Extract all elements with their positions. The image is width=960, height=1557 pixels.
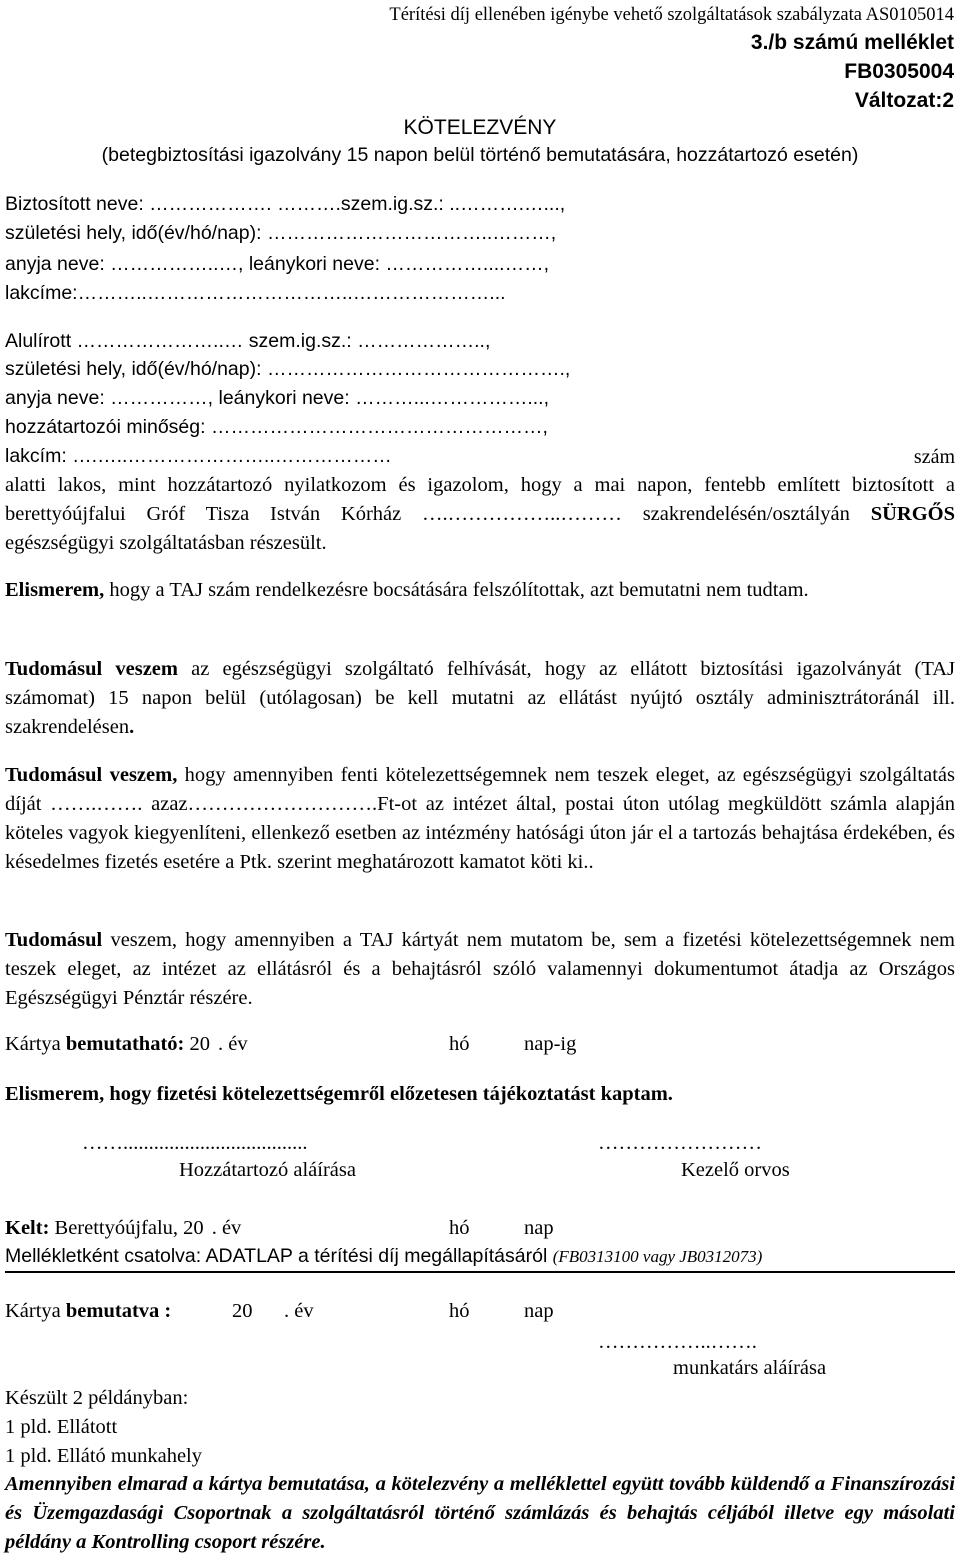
statement-paragraph: alatti lakos, mint hozzátartozó nyilatkozom és igazolom, hogy a mai napon, fentebb említett biztosított a berettyóújfalui Gróf Tisza István Kórház ….……………..……… szakrendelésén/osztályán SÜRGŐS egészségügyi szolgáltatásban részesült. <box>5 474 955 554</box>
card-shown-year: 20 <box>232 1300 253 1322</box>
document-subtitle: (betegbiztosítási igazolvány 15 napon belül történő bemutatására, hozzátartozó esetén) <box>101 144 859 166</box>
payment-paragraph: Tudomásul veszem, hogy amennyiben fenti kötelezettségemnek nem teszek eleget, az egészségügyi szolgáltatás díját …….……. azaz……………………….Ft-ot az intézet által, postai úton utólag megküldött számla alapján köteles vagyok kiegyenlíteni, ellenkező esetben az intézmény hatósági úton jár el a tartozás behajtása érdekében, és késedelmes fizetés esetére a Ptk. szerint meghatározott kamatot köti ki.. <box>5 764 955 873</box>
version-label: Változat:2 <box>854 89 954 112</box>
insured-birth-line: születési hely, idő(év/hó/nap): ……………………………..………, <box>5 222 557 244</box>
card-deadline-line: Kártya bemutatható: 20 . év <box>5 1033 248 1055</box>
copies-title: Készült 2 példányban: <box>5 1387 189 1409</box>
staff-signature-label: munkatárs aláírása <box>673 1357 827 1379</box>
annex-label: 3./b számú melléklet <box>750 31 954 54</box>
document-code: FB0305004 <box>844 60 954 83</box>
date-month: hó <box>449 1217 470 1239</box>
copy-patient: 1 pld. Ellátott <box>5 1416 118 1438</box>
card-shown-month: hó <box>449 1300 470 1322</box>
staff-signature-dots: ……………..……. <box>598 1331 757 1353</box>
card-shown-ev: . év <box>284 1300 314 1322</box>
doctor-signature-label: Kezelő orvos <box>681 1159 790 1181</box>
insured-name-line: Biztosított neve: ………………. ……….szem.ig.sz.: ..……….…..., <box>5 193 566 215</box>
undersigned-address-line: lakcím: ….…..…………………..……………… szám <box>5 445 955 468</box>
card-deadline-month: hó <box>449 1033 470 1055</box>
document-title: KÖTELEZVÉNY <box>403 116 557 139</box>
transfer-paragraph: Tudomásul veszem, hogy amennyiben a TAJ kártyát nem mutatom be, sem a fizetési kötelezettségemnek nem teszek eleget, az intézet az ellátásról és a behajtásról szóló valamennyi dokumentumot átadja az Országos Egészségügyi Pénztár részére. <box>5 929 955 1009</box>
date-place-line: Kelt: Berettyóújfalu, 20 . év <box>5 1217 242 1239</box>
acknowledge-info: Elismerem, hogy fizetési kötelezettségemről előzetesen tájékoztatást kaptam. <box>5 1083 673 1105</box>
relative-signature-dots: …….................................... <box>82 1132 308 1154</box>
footer-note: Amennyiben elmarad a kártya bemutatása, a kötelezvény a melléklettel együtt tovább küldendő a Finanszírozási és Üzemgazdasági Csoportnak a szolgáltatásról történő számlázás és behajtás céljából illetve egy másolati példány a Kontrolling csoport részére. <box>5 1473 955 1553</box>
insured-address-line: lakcíme:………..…………………………..…………………... <box>5 282 506 304</box>
card-deadline-day: nap-ig <box>524 1033 577 1055</box>
doctor-signature-dots: …………………… <box>598 1132 762 1154</box>
undersigned-mother-line: anyja neve: ……………, leánykori neve: ………...……………..., <box>5 387 549 409</box>
card-shown-line: Kártya bemutatva : <box>5 1300 172 1322</box>
notice-paragraph: Tudomásul veszem az egészségügyi szolgáltató felhívását, hogy az ellátott biztosítási igazolványát (TAJ számomat) 15 napon belül (utólagosan) be kell mutatni az ellátást nyújtó osztály adminisztrátoránál ill. szakrendelésen. <box>5 658 955 738</box>
urgent-label: SÜRGŐS <box>870 503 955 525</box>
undersigned-name-line: Alulírott …………………..… szem.ig.sz.: ……………….., <box>5 330 491 352</box>
card-shown-day: nap <box>524 1300 554 1322</box>
copy-workplace: 1 pld. Ellátó munkahely <box>5 1445 202 1467</box>
date-day: nap <box>524 1217 554 1239</box>
attachment-line: Mellékletként csatolva: ADATLAP a térítési díj megállapításáról (FB0313100 vagy JB0312073) <box>5 1245 763 1267</box>
undersigned-birth-line: születési hely, idő(év/hó/nap): ………………………………………., <box>5 358 571 380</box>
relative-signature-label: Hozzátartozó aláírása <box>179 1159 356 1181</box>
insured-mother-line: anyja neve: ……………..…, leánykori neve: ……………....……, <box>5 253 549 275</box>
regulation-header: Térítési díj ellenében igénybe vehető szolgáltatások szabályzata AS0105014 <box>389 5 954 25</box>
acknowledge-paragraph: Elismerem, hogy a TAJ szám rendelkezésre bocsátására felszólítottak, azt bemutatni nem tudtam. <box>5 579 809 601</box>
relation-line: hozzátartozói minőség: ……………………………………………, <box>5 416 548 438</box>
divider-line <box>5 1271 955 1273</box>
